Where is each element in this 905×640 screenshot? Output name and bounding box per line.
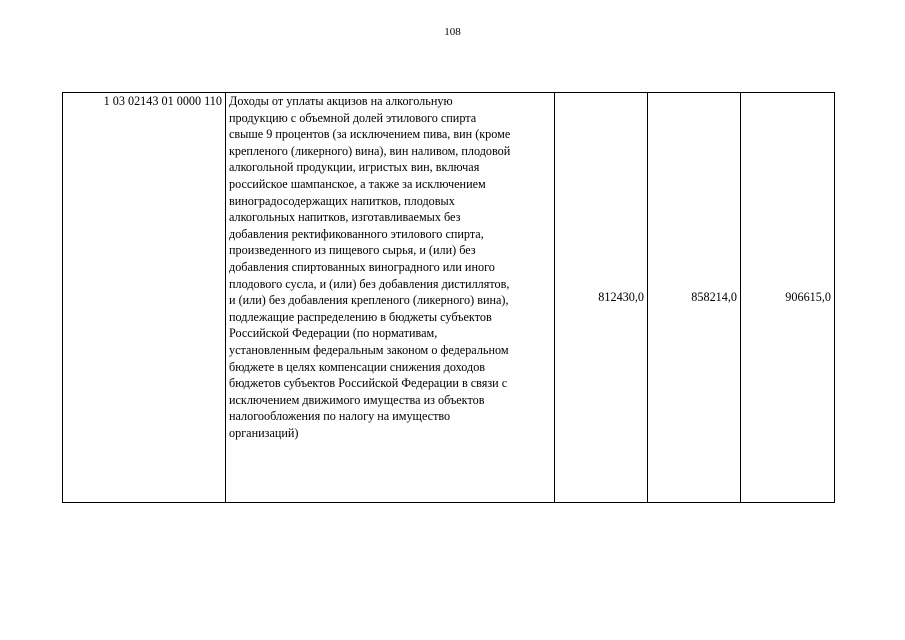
revenue-table	[62, 92, 835, 503]
description-line: добавления ректификованного этилового спирта,	[229, 226, 484, 241]
revenue-description	[226, 93, 555, 503]
description-line: установленным федеральным законом о федеральном	[229, 342, 509, 357]
description-line: алкогольных напитков, изготавливаемых без	[229, 210, 461, 225]
description-line: свыше 9 процентов (за исключением пива, вин (кроме	[229, 127, 511, 142]
description-line: организаций)	[229, 425, 299, 440]
description-line: Российской Федерации (по нормативам,	[229, 326, 438, 341]
description-line: произведенного из пищевого сырья, и (или) без	[229, 243, 476, 258]
amount-year-1: 812430,0	[555, 93, 648, 503]
description-line: и (или) без добавления крепленого (ликерного) вина),	[229, 293, 509, 308]
description-line: налогообложения по налогу на имущество	[229, 409, 451, 424]
description-line: бюджете в целях компенсации снижения доходов	[229, 359, 486, 374]
page-number: 108	[444, 26, 461, 38]
description-line: продукцию с объемной долей этилового спирта	[229, 110, 477, 125]
description-line: Доходы от уплаты акцизов на алкогольную	[229, 94, 453, 108]
table-row	[63, 93, 835, 503]
description-line: бюджетов субъектов Российской Федерации в связи с	[229, 376, 508, 391]
description-line: крепленого (ликерного) вина), вин наливом, плодовой	[229, 143, 511, 158]
description-line: алкогольной продукции, игристых вин, включая	[229, 160, 480, 175]
description-line: российское шампанское, а также за исключением	[229, 176, 486, 191]
budget-classification-code: 1 03 02143 01 0000 110	[63, 93, 226, 503]
description-line: плодового сусла, и (или) без добавления дистиллятов,	[229, 276, 510, 291]
amount-year-3: 906615,0	[741, 93, 835, 503]
description-line: исключением движимого имущества из объектов	[229, 392, 485, 407]
description-line: добавления спиртованных виноградного или иного	[229, 259, 495, 274]
amount-year-2: 858214,0	[648, 93, 741, 503]
description-line: подлежащие распределению в бюджеты субъектов	[229, 309, 492, 324]
description-line: виноградосодержащих напитков, плодовых	[229, 193, 455, 208]
